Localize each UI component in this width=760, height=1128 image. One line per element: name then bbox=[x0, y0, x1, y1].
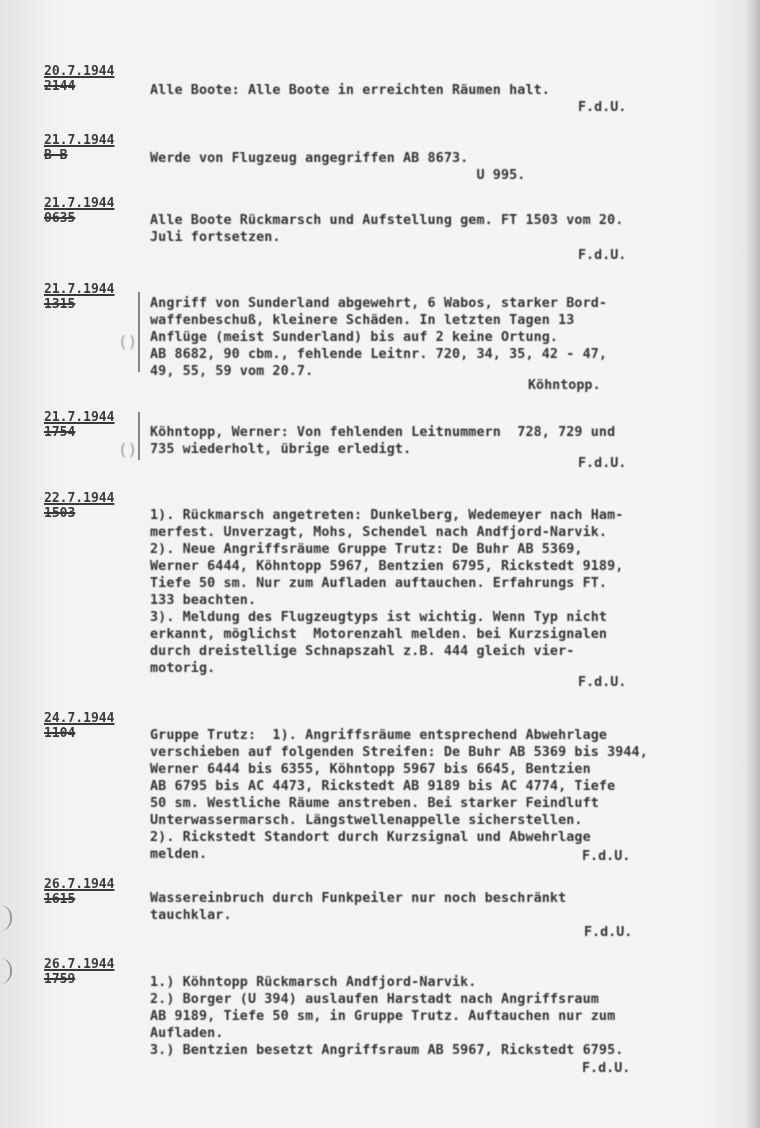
entry-signature: F.d.U. bbox=[578, 675, 627, 690]
message-line: waffenbeschuß, kleinere Schäden. In letzten Tagen 13 bbox=[150, 313, 575, 328]
margin-rule bbox=[138, 412, 140, 460]
message-line: 50 sm. Westliche Räume anstreben. Bei starker Feindluft bbox=[150, 796, 599, 811]
message-line: 2.) Borger (U 394) auslaufen Harstadt nach Angriffsraum bbox=[150, 992, 599, 1007]
margin-mark: () bbox=[118, 440, 138, 459]
entry-time: B B bbox=[44, 148, 68, 163]
message-line: Gruppe Trutz: 1). Angriffsräume entsprechend Abwehrlage bbox=[150, 728, 608, 743]
message-line: U 995. bbox=[150, 168, 526, 183]
margin-mark: () bbox=[118, 332, 138, 351]
message-line: 3). Meldung des Flugzeugtyps ist wichtig. Wenn Typ nicht bbox=[150, 610, 608, 625]
message-line: 2). Rickstedt Standort durch Kurzsignal und Abwehrlage bbox=[150, 830, 591, 845]
entry-stamp bbox=[44, 133, 139, 163]
message-line: Tiefe 50 sm. Nur zum Aufladen auftauchen. Erfahrungs FT. bbox=[150, 576, 608, 591]
entry-date: 26.7.1944 bbox=[44, 877, 115, 892]
entry-time: 1104 bbox=[44, 726, 76, 741]
entry-time: 0635 bbox=[44, 211, 76, 226]
entry-date: 21.7.1944 bbox=[44, 133, 115, 148]
entry-message bbox=[150, 295, 750, 380]
entry-message bbox=[150, 212, 750, 246]
entry-message bbox=[150, 974, 750, 1059]
entry-signature: F.d.U. bbox=[578, 100, 627, 115]
entry-signature: Köhntopp. bbox=[528, 378, 601, 393]
entry-stamp bbox=[44, 711, 139, 741]
message-line: tauchklar. bbox=[150, 908, 232, 923]
entry-date: 21.7.1944 bbox=[44, 410, 115, 425]
message-line: Anflüge (meist Sunderland) bis auf 2 keine Ortung. bbox=[150, 330, 559, 345]
entry-date: 22.7.1944 bbox=[44, 491, 115, 506]
entry-stamp bbox=[44, 957, 139, 987]
message-line: 133 beachten. bbox=[150, 593, 257, 608]
entry-stamp bbox=[44, 877, 139, 907]
entry-message bbox=[150, 890, 750, 924]
message-line: 49, 55, 59 vom 20.7. bbox=[150, 364, 314, 379]
entry-message bbox=[150, 150, 750, 184]
entry-message bbox=[150, 507, 750, 677]
message-line: erkannt, möglichst Motorenzahl melden. bei Kurzsignalen bbox=[150, 627, 608, 642]
message-line: Alle Boote Rückmarsch und Aufstellung gem. FT 1503 vom 20. bbox=[150, 213, 624, 228]
entry-stamp bbox=[44, 64, 139, 94]
message-line: AB 8682, 90 cbm., fehlende Leitnr. 720, 34, 35, 42 - 47, bbox=[150, 347, 608, 362]
message-line: melden. bbox=[150, 847, 208, 862]
entry-date: 20.7.1944 bbox=[44, 64, 115, 79]
message-line: durch dreistellige Schnapszahl z.B. 444 gleich vier- bbox=[150, 644, 575, 659]
message-line: AB 6795 bis AC 4473, Rickstedt AB 9189 bis AC 4774, Tiefe bbox=[150, 779, 616, 794]
message-line: Köhntopp, Werner: Von fehlenden Leitnummern 728, 729 und bbox=[150, 425, 616, 440]
message-line: Aufladen. bbox=[150, 1026, 224, 1041]
margin-rule bbox=[138, 292, 140, 372]
message-line: Werner 6444 bis 6355, Köhntopp 5967 bis 6645, Bentzien bbox=[150, 762, 591, 777]
entry-message bbox=[150, 424, 750, 458]
message-line: AB 9189, Tiefe 50 sm, in Gruppe Trutz. Auftauchen nur zum bbox=[150, 1009, 616, 1024]
entry-time: 1615 bbox=[44, 892, 76, 907]
entry-time: 1503 bbox=[44, 506, 76, 521]
entry-date: 26.7.1944 bbox=[44, 957, 115, 972]
message-line: Wassereinbruch durch Funkpeiler nur noch beschränkt bbox=[150, 891, 567, 906]
entry-signature: F.d.U. bbox=[578, 248, 627, 263]
entry-stamp bbox=[44, 282, 139, 312]
message-line: Juli fortsetzen. bbox=[150, 230, 281, 245]
entry-time: 2144 bbox=[44, 79, 76, 94]
entry-time: 1315 bbox=[44, 297, 76, 312]
entry-signature: F.d.U. bbox=[582, 1061, 631, 1076]
entry-signature: F.d.U. bbox=[582, 849, 631, 864]
entry-stamp bbox=[44, 491, 139, 521]
message-line: 1.) Köhntopp Rückmarsch Andfjord-Narvik. bbox=[150, 975, 477, 990]
message-line: Angriff von Sunderland abgewehrt, 6 Wabos, starker Bord- bbox=[150, 296, 608, 311]
message-line: motorig. bbox=[150, 661, 216, 676]
entry-date: 21.7.1944 bbox=[44, 196, 115, 211]
message-line: 1). Rückmarsch angetreten: Dunkelberg, Wedemeyer nach Ham- bbox=[150, 508, 624, 523]
entry-stamp bbox=[44, 410, 139, 440]
entry-signature: F.d.U. bbox=[584, 925, 633, 940]
message-line: verschieben auf folgenden Streifen: De Buhr AB 5369 bis 3944, bbox=[150, 745, 648, 760]
message-line: Alle Boote: Alle Boote in erreichten Räumen halt. bbox=[150, 83, 550, 98]
entry-date: 21.7.1944 bbox=[44, 282, 115, 297]
message-line: 3.) Bentzien besetzt Angriffsraum AB 5967, Rickstedt 6795. bbox=[150, 1043, 624, 1058]
message-line: merfest. Unverzagt, Mohs, Schendel nach Andfjord-Narvik. bbox=[150, 525, 608, 540]
entry-message bbox=[150, 82, 750, 99]
entry-date: 24.7.1944 bbox=[44, 711, 115, 726]
punch-hole-mark bbox=[0, 905, 12, 931]
message-line: 2). Neue Angriffsräume Gruppe Trutz: De Buhr AB 5369, bbox=[150, 542, 583, 557]
message-line: Werde von Flugzeug angegriffen AB 8673. bbox=[150, 151, 469, 166]
message-line: 735 wiederholt, übrige erledigt. bbox=[150, 442, 412, 457]
punch-hole-mark bbox=[0, 958, 12, 984]
message-line: Unterwassermarsch. Längstwellenappelle sicherstellen. bbox=[150, 813, 583, 828]
entry-time: 1754 bbox=[44, 425, 76, 440]
message-line: Werner 6444, Köhntopp 5967, Bentzien 6795, Rickstedt 9189, bbox=[150, 559, 624, 574]
entry-time: 1759 bbox=[44, 972, 76, 987]
entry-stamp bbox=[44, 196, 139, 226]
entry-signature: F.d.U. bbox=[578, 456, 627, 471]
entry-message bbox=[150, 727, 750, 863]
